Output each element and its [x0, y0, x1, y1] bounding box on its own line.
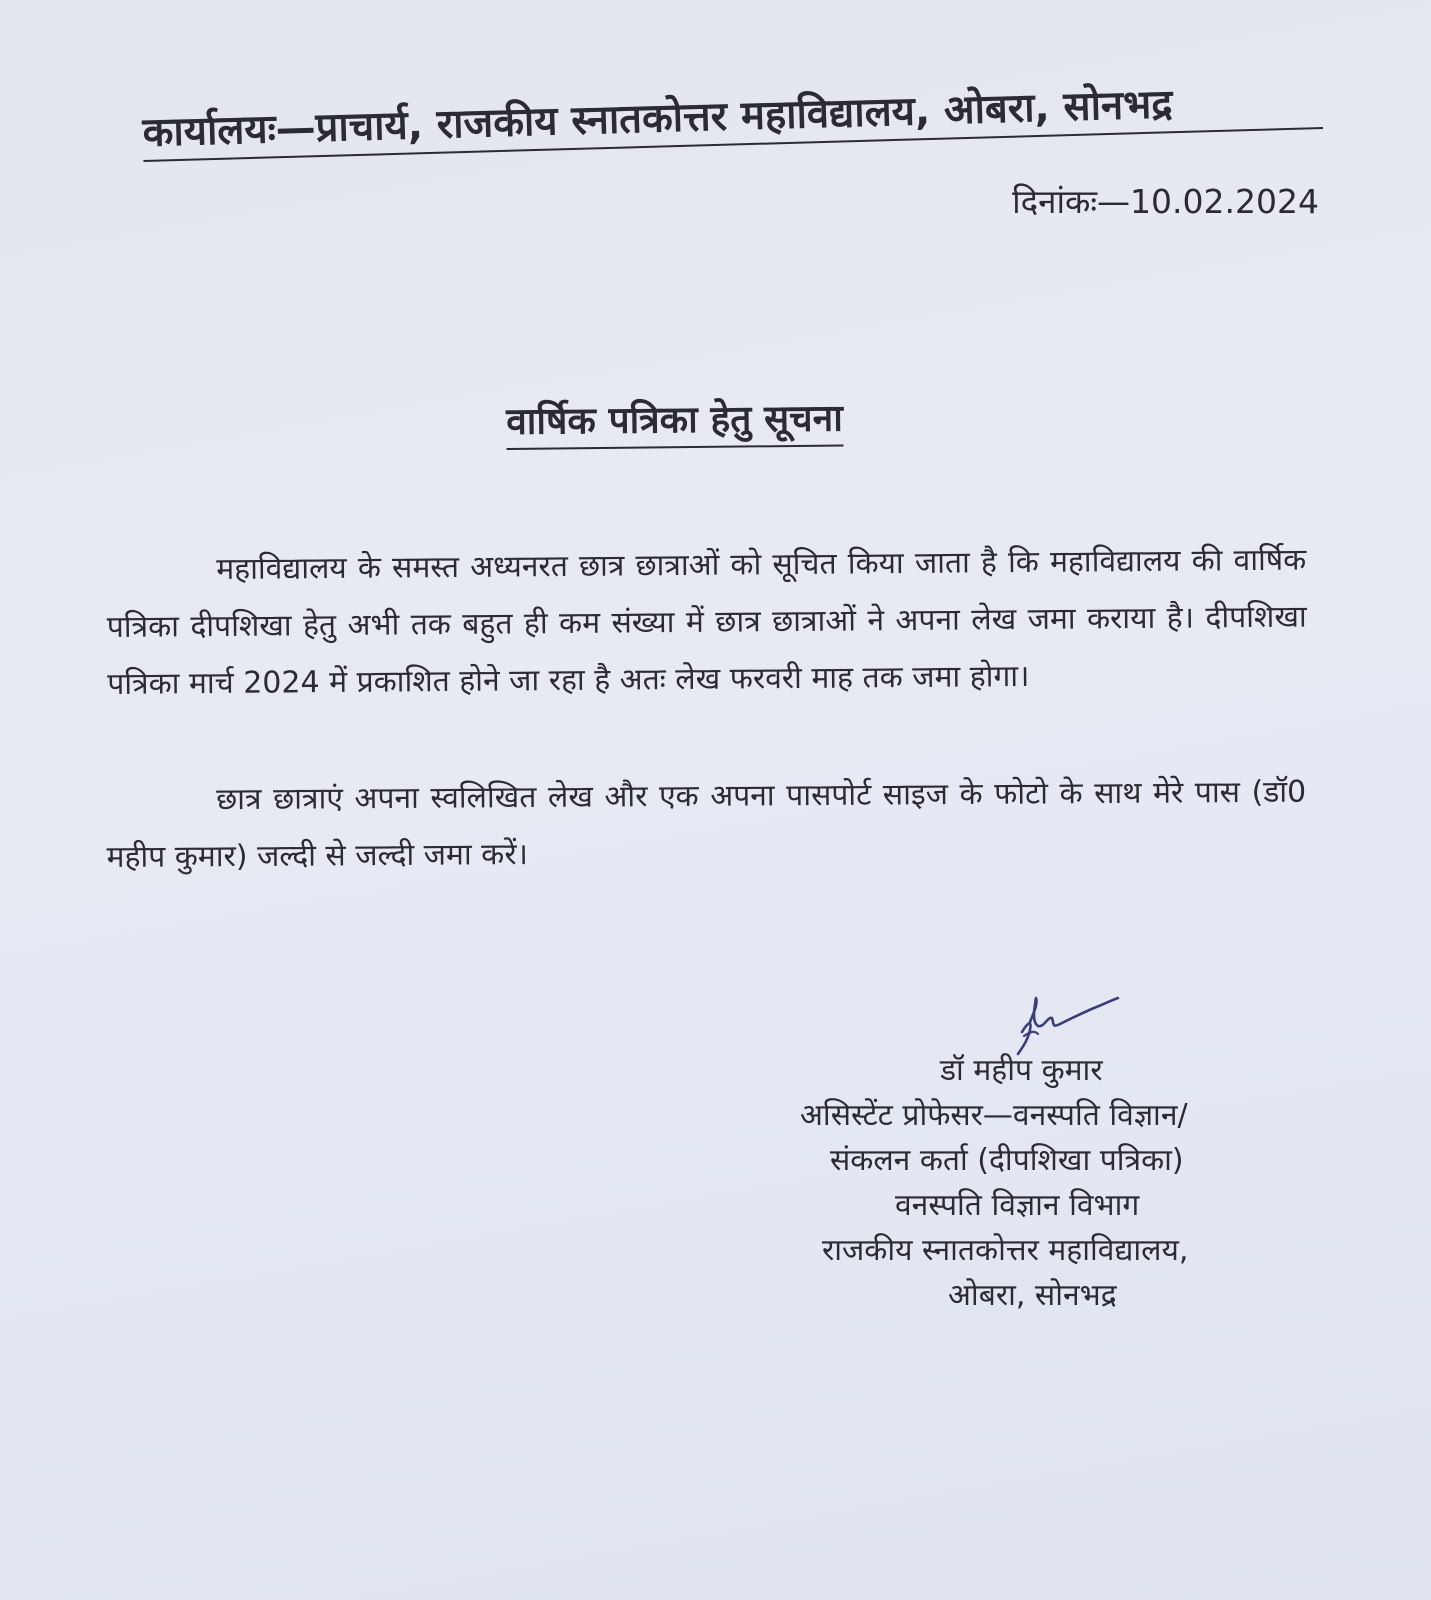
signatory-institution: राजकीय स्नातकोत्तर महाविद्यालय, — [822, 1233, 1189, 1268]
notice-title: वार्षिक पत्रिका हेतु सूचना — [506, 396, 843, 450]
notice-paragraph-1: महाविद्यालय के समस्त अध्यनरत छात्र छात्राओं को सूचित किया जाता है कि महाविद्यालय की वार्षिक पत्रिका दीपशिखा हेतु अभी तक बहुत ही कम संख्या में छात्र छात्राओं ने अपना लेख जमा कराया है। दीपशिखा पत्रिका मार्च 2024 में प्रकाशित होने जा रहा है अतः लेख फरवरी माह तक जमा होगा। — [106, 542, 1307, 702]
office-heading: कार्यालयः—प्राचार्य, राजकीय स्नातकोत्तर महाविद्यालय, ओबरा, सोनभद्र — [142, 75, 1323, 162]
notice-date: दिनांकः—10.02.2024 — [1012, 182, 1319, 221]
signatory-name: डॉ महीप कुमार — [940, 1053, 1103, 1088]
notice-paragraph-2: छात्र छात्राएं अपना स्वलिखित लेख और एक अपना पासपोर्ट साइज के फोटो के साथ मेरे पास (डॉ0 महीप कुमार) जल्दी से जल्दी जमा करें। — [106, 774, 1307, 875]
signature-block — [800, 1048, 1320, 1318]
signatory-designation: असिस्टेंट प्रोफेसर—वनस्पति विज्ञान/ — [800, 1098, 1188, 1133]
signatory-role: संकलन कर्ता (दीपशिखा पत्रिका) — [830, 1143, 1184, 1178]
signatory-department: वनस्पति विज्ञान विभाग — [895, 1188, 1140, 1223]
signatory-location: ओबरा, सोनभद्र — [948, 1278, 1117, 1313]
